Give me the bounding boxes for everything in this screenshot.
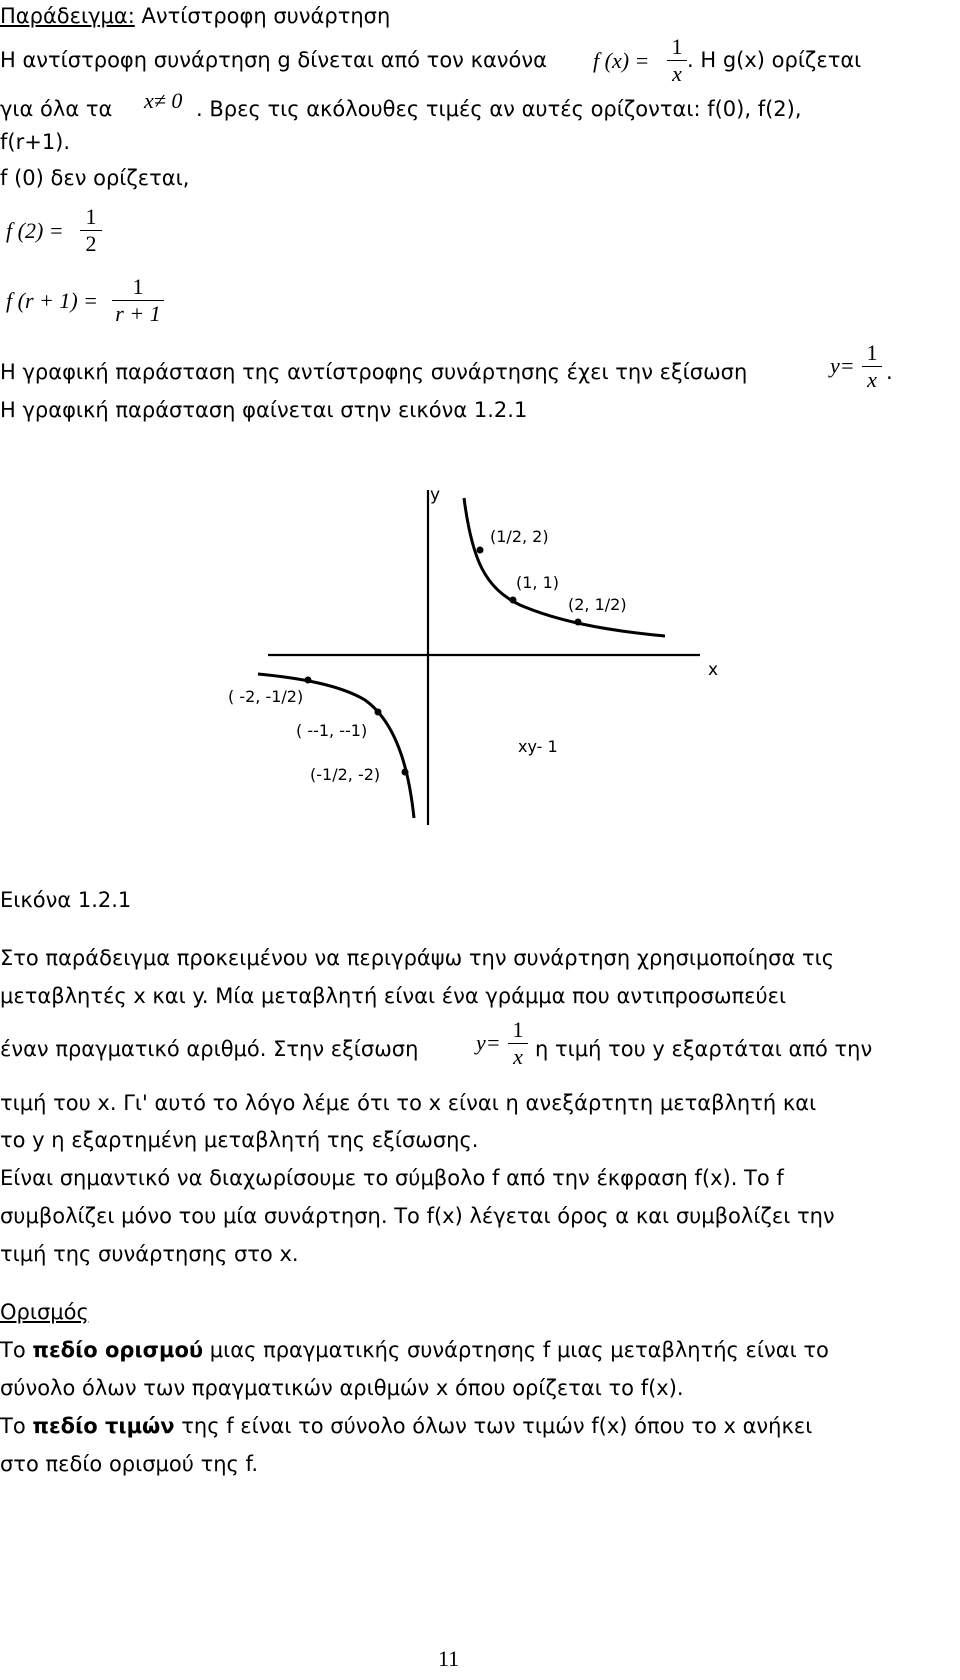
para1-line4: τιμή του x. Γι' αυτό το λόγο λέμε ότι το x είναι η ανεξάρτητη μεταβλητή και (0, 1091, 817, 1115)
para1-line3b: η τιμή του y εξαρτάται από την (535, 1037, 873, 1061)
definition-1-line2: σύνολο όλων των πραγματικών αριθμών x όπου ορίζεται το f(x). (0, 1376, 684, 1400)
example-line-4: f (0) δεν ορίζεται, (0, 166, 190, 190)
example-line-1-end: . Η g(x) ορίζεται (687, 48, 862, 72)
para1-line5: το y η εξαρτημένη μεταβλητή της εξίσωσης. (0, 1128, 479, 1152)
page-number: 11 (438, 1646, 460, 1671)
graph-equation-line: Η γραφική παράσταση της αντίστροφης συνάρτησης έχει την εξίσωση (0, 360, 748, 384)
fraction-1-over-x (667, 34, 687, 87)
fraction-denominator: x (867, 367, 877, 392)
x-axis-label: x (708, 660, 719, 680)
fraction-numerator: 1 (671, 34, 683, 59)
point-2-half (575, 619, 582, 626)
para1-line1: Στο παράδειγμα προκειμένου να περιγράψω την συνάρτηση χρησιμοποίησα τις (0, 946, 835, 970)
definition-heading: Ορισμός (0, 1300, 89, 1324)
example-line-3: f(r+1). (0, 130, 71, 154)
fr-lhs: f (r + 1) = (6, 288, 99, 313)
label-point-m1-m1: ( --1, --1) (296, 721, 368, 740)
definition-2-line2: στο πεδίο ορισμού της f. (0, 1452, 259, 1476)
graph-figure-ref: Η γραφική παράσταση φαίνεται στην εικόνα 1.2.1 (0, 398, 528, 422)
x-not-zero: x≠ 0 (144, 88, 183, 113)
def2-term: πεδίο τιμών (32, 1414, 175, 1438)
label-point-half-2: (1/2, 2) (490, 527, 549, 546)
point-m1-m1 (375, 709, 382, 716)
example-line-1: Η αντίστροφη συνάρτηση g δίνεται από τον κανόνα (0, 48, 547, 72)
fraction-denominator: 2 (85, 231, 97, 256)
para2-line3: τιμή της συνάρτησης στο x. (0, 1242, 299, 1266)
point-mhalf-m2 (402, 769, 409, 776)
y-equals: y= (830, 353, 855, 378)
label-point-2-half: (2, 1/2) (568, 595, 627, 614)
def1-rest: μιας πραγματικής συνάρτησης f μιας μεταβλητής είναι το (203, 1338, 829, 1362)
fraction-numerator: 1 (866, 340, 878, 365)
example-heading (0, 4, 390, 28)
label-point-1-1: (1, 1) (516, 573, 560, 592)
point-half-2 (477, 547, 484, 554)
label-point-m2-mhalf: ( -2, -1/2) (228, 687, 304, 706)
fraction-denominator: x (672, 61, 682, 86)
label-point-mhalf-m2: (-1/2, -2) (310, 765, 381, 784)
para2-line2: συμβολίζει μόνο του μία συνάρτηση. Το f(x) λέγεται όρος α και συμβολίζει την (0, 1204, 835, 1228)
example-line-2a: για όλα τα (0, 97, 113, 121)
example-title: Αντίστροφη συνάρτηση (141, 4, 391, 28)
point-1-1 (510, 597, 517, 604)
para1-line2: μεταβλητές x και y. Μία μεταβλητή είναι ένα γράμμα που αντιπροσωπεύει (0, 984, 787, 1008)
fraction-numerator: 1 (132, 274, 144, 299)
example-label: Παράδειγμα: (0, 4, 135, 28)
fraction-1-over-r-plus-1 (112, 274, 164, 327)
para1-line3a: έναν πραγματικό αριθμό. Στην εξίσωση (0, 1037, 419, 1061)
example-line-2b: . Βρες τις ακόλουθες τιμές αν αυτές ορίζονται: f(0), f(2), (196, 97, 802, 121)
graph-equation-label: xy- 1 (518, 737, 558, 756)
graph-equation-period: . (886, 360, 893, 384)
fx-expression: f (x) = (593, 48, 650, 73)
f2-lhs: f (2) = (6, 218, 64, 243)
fraction-numerator: 1 (512, 1017, 524, 1042)
figure-caption: Εικόνα 1.2.1 (0, 888, 132, 912)
y-equals-2: y= (476, 1030, 501, 1055)
definition-2-line1 (0, 1414, 812, 1438)
fraction-1-over-x-3 (508, 1017, 528, 1070)
hyperbola-graph (200, 480, 720, 825)
def1-term: πεδίο ορισμού (32, 1338, 204, 1362)
fraction-numerator: 1 (85, 204, 97, 229)
def1-prefix: Το (0, 1338, 33, 1362)
fraction-denominator: r + 1 (115, 301, 161, 326)
definition-1-line1 (0, 1338, 829, 1362)
point-m2-mhalf (305, 677, 312, 684)
curve-first-quadrant (464, 498, 665, 636)
fraction-1-over-x-2 (862, 340, 882, 393)
def2-rest: της f είναι το σύνολο όλων των τιμών f(x) όπου το x ανήκει (174, 1414, 813, 1438)
fraction-1-over-2 (80, 204, 102, 257)
def2-prefix: Το (0, 1414, 33, 1438)
y-axis-label: y (430, 485, 441, 505)
fraction-denominator: x (513, 1044, 523, 1069)
para2-line1: Είναι σημαντικό να διαχωρίσουμε το σύμβολο f από την έκφραση f(x). Το f (0, 1166, 784, 1190)
